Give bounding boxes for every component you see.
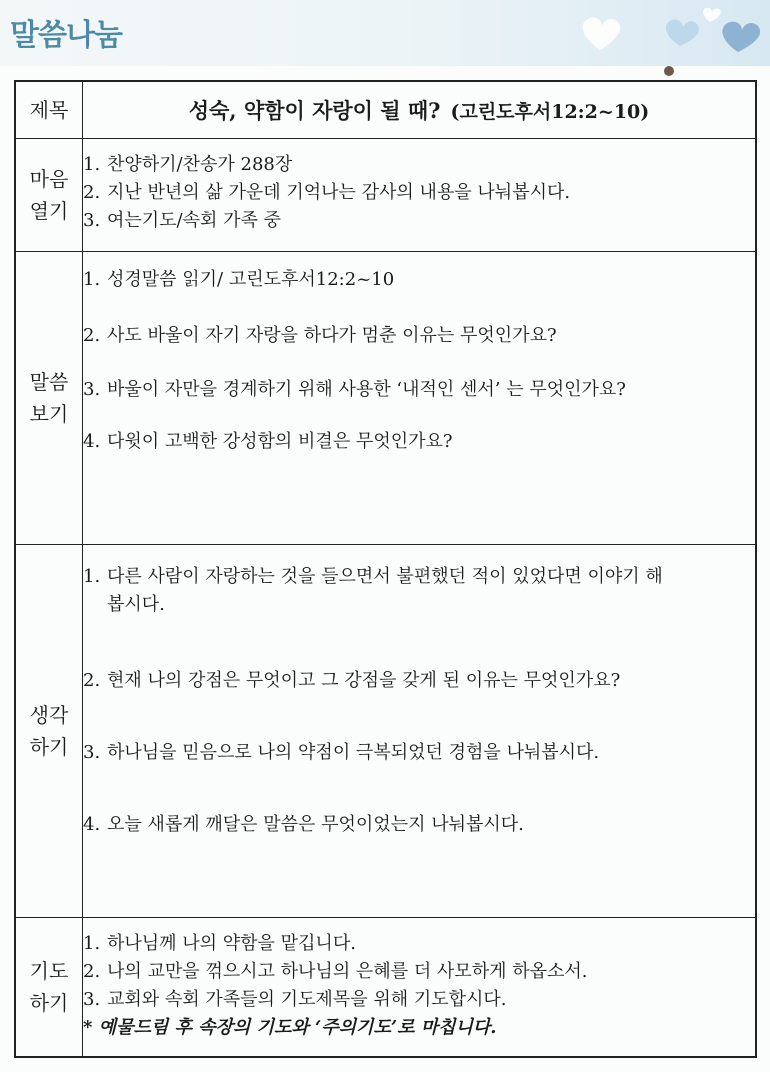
section-content — [83, 545, 757, 918]
list-item — [83, 266, 755, 294]
item-number: 4. — [83, 814, 101, 835]
item-text: 찬양하기/찬송가 288장 — [107, 154, 293, 175]
section-see-word — [15, 252, 756, 545]
item-text: 나의 교만을 꺾으시고 하나님의 은혜를 더 사모하게 하옵소서. — [107, 961, 588, 982]
list-item — [83, 563, 755, 619]
scripture-reference: (고린도후서12:2~10) — [450, 101, 650, 123]
list-item — [83, 739, 755, 767]
section-think — [15, 545, 756, 918]
list-item — [83, 811, 755, 839]
title-row — [15, 81, 756, 139]
list-item — [83, 930, 755, 958]
item-text: 여는기도/속회 가족 중 — [107, 210, 281, 231]
worksheet-table — [14, 80, 757, 1058]
item-text: 현재 나의 강점은 무엇이고 그 강점을 갖게 된 이유는 무엇인가요? — [107, 670, 621, 691]
worksheet-title-cell — [83, 81, 757, 139]
section-open-heart — [15, 139, 756, 252]
item-text: 지난 반년의 삶 가운데 기억나는 감사의 내용을 나눠봅시다. — [107, 182, 571, 203]
section-label: 생각 하기 — [15, 545, 83, 918]
item-text: 다윗이 고백한 강성함의 비결은 무엇인가요? — [107, 431, 453, 452]
item-number: 3. — [83, 989, 101, 1010]
section-label: 마음 열기 — [15, 139, 83, 252]
item-text: 교회와 속회 가족들의 기도제목을 위해 기도합시다. — [107, 989, 507, 1010]
item-number: 1. — [83, 154, 101, 175]
item-text: 하나님을 믿음으로 나의 약점이 극복되었던 경험을 나눠봅시다. — [107, 742, 600, 763]
hearts-decoration-icon — [560, 0, 770, 66]
item-number: 4. — [83, 431, 101, 452]
section-label: 말씀 보기 — [15, 252, 83, 545]
section-label: 기도 하기 — [15, 918, 83, 1058]
item-number: 2. — [83, 961, 101, 982]
item-number: 2. — [83, 670, 101, 691]
list-item — [83, 179, 755, 207]
item-number: 3. — [83, 379, 101, 400]
section-pray — [15, 918, 756, 1058]
banner-title: 말씀나눔 — [10, 18, 122, 53]
section-content — [83, 252, 757, 545]
item-number: 1. — [83, 566, 101, 587]
list-item — [83, 958, 755, 986]
item-text: 바울이 자만을 경계하기 위해 사용한 ‘내적인 센서’ 는 무엇인가요? — [107, 379, 626, 400]
list-item — [83, 207, 755, 235]
header-banner — [0, 0, 770, 66]
list-item — [83, 151, 755, 179]
section-content — [83, 139, 757, 252]
item-text: 사도 바울이 자기 자랑을 하다가 멈춘 이유는 무엇인가요? — [107, 325, 557, 346]
item-number: 2. — [83, 325, 101, 346]
list-item — [83, 428, 755, 456]
item-number: 3. — [83, 742, 101, 763]
worksheet-title: 성숙, 약함이 자랑이 될 때? — [188, 98, 441, 123]
section-content — [83, 918, 757, 1058]
closing-note: * 예물드림 후 속장의 기도와 ‘주의기도’로 마칩니다. — [83, 1017, 497, 1038]
item-text: 다른 사람이 자랑하는 것을 들으면서 불편했던 적이 있었다면 이야기 해 봅시다. — [107, 566, 663, 615]
list-item — [83, 986, 755, 1014]
item-text: 오늘 새롭게 깨달은 말씀은 무엇이었는지 나눠봅시다. — [107, 814, 524, 835]
pin-icon — [664, 66, 674, 76]
item-number: 1. — [83, 933, 101, 954]
item-number: 3. — [83, 210, 101, 231]
item-text: 하나님께 나의 약함을 맡깁니다. — [107, 933, 356, 954]
list-item — [83, 322, 755, 350]
item-number: 2. — [83, 182, 101, 203]
list-item — [83, 667, 755, 695]
list-item — [83, 376, 755, 404]
item-number: 1. — [83, 269, 101, 290]
item-text: 성경말씀 읽기/ 고린도후서12:2~10 — [107, 269, 395, 290]
title-label: 제목 — [15, 81, 83, 139]
